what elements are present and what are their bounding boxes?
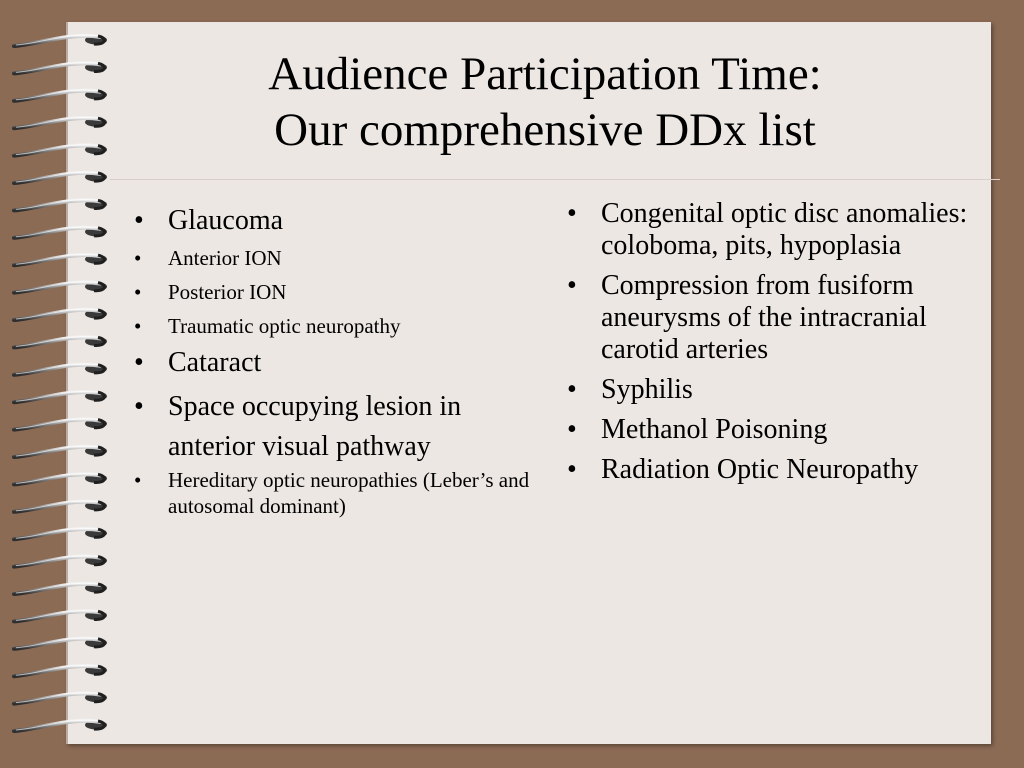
binding-ring-icon — [14, 583, 107, 594]
binding-ring-icon — [14, 446, 107, 457]
list-item — [130, 245, 550, 272]
bullet-icon: • — [567, 454, 577, 485]
slide-title — [150, 46, 940, 158]
list-item — [130, 467, 550, 519]
list-item — [563, 270, 983, 366]
list-item-text: Compression from fusiform aneurysms of the intracranial carotid arteries — [601, 270, 927, 365]
list-item-text: Hereditary optic neuropathies (Leber’s and autosomal dominant) — [168, 468, 530, 518]
bullet-icon: • — [134, 347, 144, 378]
bullet-icon: • — [567, 414, 577, 445]
bullet-icon: • — [134, 468, 142, 492]
list-item — [130, 387, 550, 467]
list-item-text: Congenital optic disc anomalies: coloboma, pits, hypoplasia — [601, 198, 968, 261]
bullet-icon: • — [134, 205, 144, 236]
binding-ring-icon — [14, 611, 107, 622]
bullet-icon: • — [134, 391, 144, 422]
binding-ring-icon — [14, 638, 107, 649]
binding-ring-icon — [14, 364, 107, 375]
binding-ring-icon — [14, 474, 107, 485]
title-line-1: Audience Participation Time: — [268, 48, 822, 100]
list-item-text: Cataract — [168, 347, 262, 378]
bullet-icon: • — [134, 314, 142, 338]
bullet-icon: • — [134, 246, 142, 270]
binding-ring-icon — [14, 528, 107, 539]
binding-ring-icon — [14, 172, 107, 183]
list-item-text: Glaucoma — [168, 205, 284, 236]
binding-ring-icon — [14, 90, 107, 101]
binding-ring-icon — [14, 693, 107, 704]
list-item — [130, 205, 550, 237]
bullet-icon: • — [134, 280, 142, 304]
binding-ring-icon — [14, 501, 107, 512]
list-item — [563, 414, 983, 446]
list-item — [130, 347, 550, 379]
right-bullet-list — [563, 198, 983, 494]
binding-ring-icon — [14, 720, 107, 731]
left-bullet-list — [130, 205, 550, 519]
binding-ring-icon — [14, 200, 107, 211]
binding-ring-icon — [14, 556, 107, 567]
list-item — [563, 198, 983, 262]
list-item-text: Methanol Poisoning — [601, 414, 828, 445]
binding-ring-icon — [14, 282, 107, 293]
list-item — [130, 279, 550, 306]
binding-ring-icon — [14, 117, 107, 128]
binding-ring-icon — [14, 337, 107, 348]
binding-ring-icon — [14, 227, 107, 238]
bullet-icon: • — [567, 374, 577, 405]
binding-ring-icon — [14, 63, 107, 74]
bullet-icon: • — [567, 270, 577, 301]
list-item — [130, 313, 550, 340]
title-divider — [110, 179, 1000, 180]
binding-ring-icon — [14, 419, 107, 430]
list-item — [563, 374, 983, 406]
binding-ring-icon — [14, 254, 107, 265]
bullet-icon: • — [567, 198, 577, 229]
binding-ring-icon — [14, 309, 107, 320]
binding-ring-icon — [14, 35, 107, 46]
spiral-binding-icon — [0, 0, 120, 768]
binding-ring-icon — [14, 145, 107, 156]
list-item-text: Syphilis — [601, 374, 693, 405]
list-item-text: Traumatic optic neuropathy — [168, 314, 401, 338]
binding-ring-icon — [14, 391, 107, 402]
list-item-text: Space occupying lesion in anterior visual pathway — [168, 391, 462, 462]
title-line-2: Our comprehensive DDx list — [274, 104, 816, 156]
list-item-text: Posterior ION — [168, 280, 287, 304]
list-item-text: Anterior ION — [168, 246, 282, 270]
list-item-text: Radiation Optic Neuropathy — [601, 454, 919, 485]
binding-ring-icon — [14, 665, 107, 676]
list-item — [563, 454, 983, 486]
